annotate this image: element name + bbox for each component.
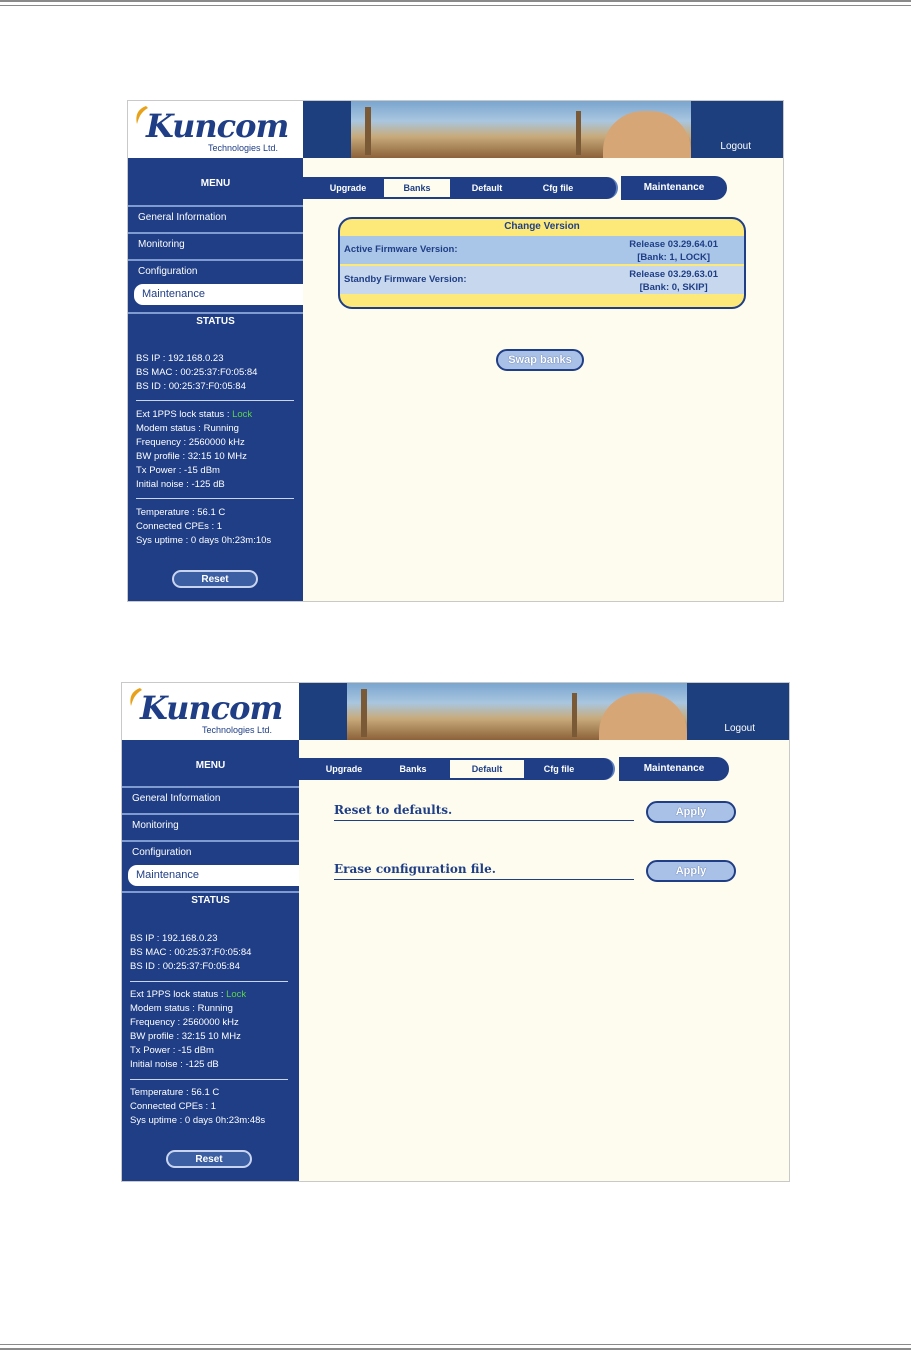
antenna-tower — [361, 689, 367, 737]
bs-id: BS ID : 00:25:37:F0:05:84 — [136, 381, 246, 392]
status-system — [136, 506, 271, 548]
sidebar-item-configuration[interactable]: Configuration — [122, 840, 299, 861]
change-version-title: Change Version — [504, 221, 580, 232]
sys-uptime: Sys uptime : 0 days 0h:23m:48s — [130, 1115, 266, 1126]
standby-firmware-row — [340, 266, 744, 294]
tab-upgrade[interactable]: Upgrade — [329, 183, 367, 193]
ext-1pps-value: Lock — [226, 989, 247, 1000]
status-title: STATUS — [122, 891, 299, 909]
status-divider — [130, 981, 288, 982]
antenna-tower — [572, 693, 577, 737]
bs-id: BS ID : 00:25:37:F0:05:84 — [130, 961, 240, 972]
initial-noise: Initial noise : -125 dB — [136, 479, 225, 490]
active-bank: [Bank: 1, LOCK] — [637, 252, 711, 263]
sidebar-item-monitoring[interactable]: Monitoring — [128, 232, 303, 253]
standby-firmware-label: Standby Firmware Version: — [344, 274, 467, 285]
bs-ip: BS IP : 192.168.0.23 — [136, 353, 224, 364]
logo-name: Kuncom — [146, 107, 289, 145]
ext-1pps-lock-status — [136, 408, 252, 422]
erase-configuration-apply-button[interactable]: Apply — [646, 860, 736, 882]
active-firmware-row — [340, 236, 744, 264]
banner-people — [603, 111, 691, 158]
standby-bank: [Bank: 0, SKIP] — [639, 282, 708, 293]
status-system — [130, 1086, 265, 1128]
ext-1pps-label: Ext 1PPS lock status : — [130, 989, 227, 1000]
status-divider — [136, 498, 294, 499]
header-banner — [303, 101, 783, 158]
frequency: Frequency : 2560000 kHz — [130, 1017, 239, 1028]
logo-subtitle: Technologies Ltd. — [208, 143, 279, 153]
bs-ip: BS IP : 192.168.0.23 — [130, 933, 218, 944]
tab-strip-end — [595, 758, 615, 780]
sidebar — [122, 740, 299, 1181]
change-version-panel — [338, 217, 746, 309]
tab-cfg-file[interactable]: Cfg file — [543, 764, 575, 774]
tab-default[interactable]: Default — [450, 760, 524, 778]
screenshot-default — [121, 682, 790, 1182]
reset-to-defaults-underline — [334, 820, 634, 821]
bs-mac: BS MAC : 00:25:37:F0:05:84 — [136, 367, 258, 378]
maintenance-header: Maintenance — [621, 176, 727, 200]
sys-uptime: Sys uptime : 0 days 0h:23m:10s — [136, 535, 272, 546]
active-release: Release 03.29.64.01 — [629, 239, 718, 250]
temperature: Temperature : 56.1 C — [130, 1087, 220, 1098]
screenshot-banks — [127, 100, 784, 602]
ext-1pps-value: Lock — [232, 409, 253, 420]
bw-profile: BW profile : 32:15 10 MHz — [136, 451, 247, 462]
reset-button[interactable]: Reset — [172, 570, 258, 588]
menu-title: MENU — [195, 760, 226, 771]
tx-power: Tx Power : -15 dBm — [130, 1045, 214, 1056]
antenna-tower — [365, 107, 371, 155]
tx-power: Tx Power : -15 dBm — [136, 465, 220, 476]
reset-to-defaults-apply-button[interactable]: Apply — [646, 801, 736, 823]
temperature: Temperature : 56.1 C — [136, 507, 226, 518]
status-divider — [136, 400, 294, 401]
banner-photo — [347, 683, 687, 740]
logo — [122, 683, 299, 740]
connected-cpes: Connected CPEs : 1 — [136, 521, 223, 532]
active-firmware-value — [629, 238, 718, 264]
status-network — [136, 352, 257, 394]
frequency: Frequency : 2560000 kHz — [136, 437, 245, 448]
status-radio — [130, 988, 246, 1072]
tab-strip-end — [598, 177, 618, 199]
reset-to-defaults-label: Reset to defaults. — [334, 803, 453, 817]
reset-button[interactable]: Reset — [166, 1150, 252, 1168]
erase-configuration-underline — [334, 879, 634, 880]
tab-cfg-file[interactable]: Cfg file — [542, 183, 574, 193]
logo-name: Kuncom — [140, 689, 283, 727]
header-banner — [299, 683, 789, 740]
initial-noise: Initial noise : -125 dB — [130, 1059, 219, 1070]
banner-photo — [351, 101, 691, 158]
sidebar-item-general-information[interactable]: General Information — [128, 205, 303, 226]
standby-firmware-value — [629, 268, 718, 294]
sidebar-item-monitoring[interactable]: Monitoring — [122, 813, 299, 834]
page-top-rule — [0, 0, 911, 6]
standby-release: Release 03.29.63.01 — [629, 269, 718, 280]
logo-subtitle: Technologies Ltd. — [202, 725, 273, 735]
active-firmware-label: Active Firmware Version: — [344, 244, 458, 255]
bw-profile: BW profile : 32:15 10 MHz — [130, 1031, 241, 1042]
sidebar-item-configuration[interactable]: Configuration — [128, 259, 303, 280]
antenna-tower — [576, 111, 581, 155]
tab-default[interactable]: Default — [471, 183, 503, 193]
sidebar-item-general-information[interactable]: General Information — [122, 786, 299, 807]
modem-status: Modem status : Running — [130, 1003, 233, 1014]
logout-link[interactable]: Logout — [724, 723, 755, 734]
status-network — [130, 932, 251, 974]
erase-configuration-label: Erase configuration file. — [334, 862, 496, 876]
sidebar — [128, 158, 303, 601]
logout-link[interactable]: Logout — [720, 141, 751, 152]
tab-upgrade[interactable]: Upgrade — [325, 764, 363, 774]
tab-banks[interactable]: Banks — [384, 179, 450, 197]
bs-mac: BS MAC : 00:25:37:F0:05:84 — [130, 947, 252, 958]
ext-1pps-label: Ext 1PPS lock status : — [136, 409, 233, 420]
banner-people — [599, 693, 687, 740]
page-bottom-rule — [0, 1344, 911, 1350]
status-divider — [130, 1079, 288, 1080]
modem-status: Modem status : Running — [136, 423, 239, 434]
connected-cpes: Connected CPEs : 1 — [130, 1101, 217, 1112]
sidebar-item-maintenance[interactable]: Maintenance — [128, 865, 299, 886]
ext-1pps-lock-status — [130, 988, 246, 1002]
status-radio — [136, 408, 252, 492]
swap-banks-button[interactable]: Swap banks — [496, 349, 584, 371]
menu-title: MENU — [200, 178, 231, 189]
logo — [128, 101, 303, 158]
status-title: STATUS — [128, 312, 303, 330]
sidebar-item-maintenance[interactable]: Maintenance — [134, 284, 303, 305]
maintenance-header: Maintenance — [619, 757, 729, 781]
tab-banks[interactable]: Banks — [399, 764, 427, 774]
